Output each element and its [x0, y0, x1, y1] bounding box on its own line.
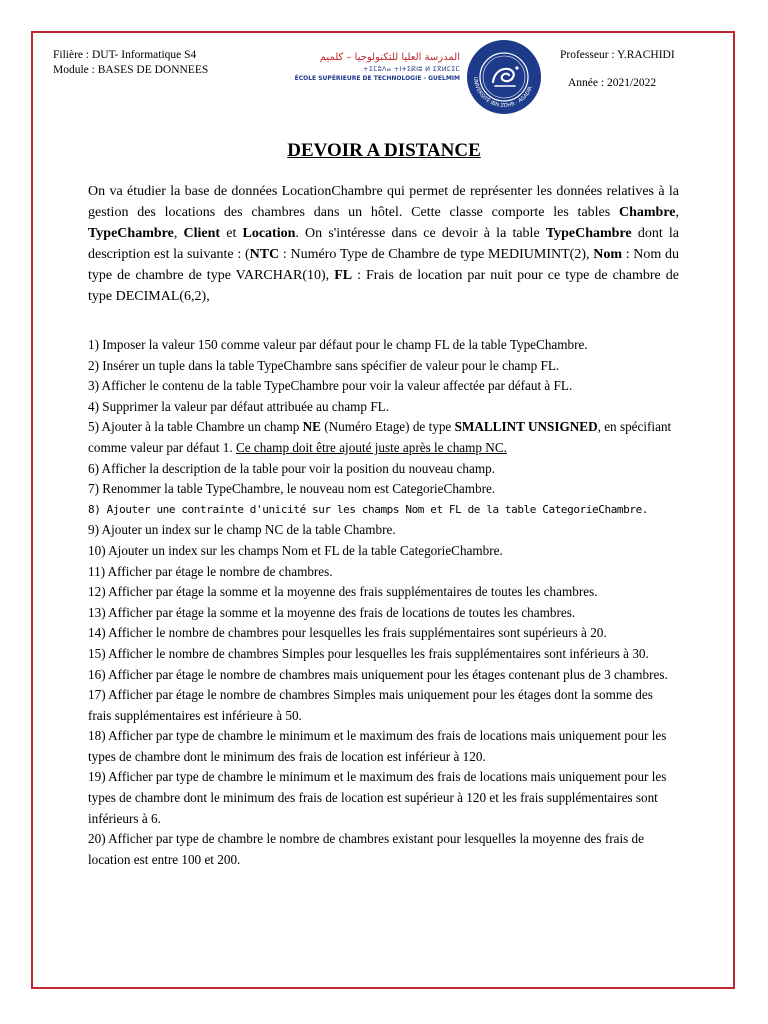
question-4: 4) Supprimer la valeur par défaut attribuée au champ FL. — [88, 398, 390, 414]
question-18: 18) Afficher par type de chambre le minimum et le maximum des frais de locations mais uniquement pour les types de chambre dont le minimum des frais de location est inférieur à 120. — [88, 728, 667, 764]
question-5-text: , en spécifiant comme valeur par défaut 1. — [88, 419, 672, 455]
professor-label: Professeur : Y.RACHIDI — [560, 49, 675, 61]
module-label: Module : BASES DE DONNEES — [53, 64, 209, 76]
seal-text: UNIVERSITÉ IBN ZOHR · AGADIR — [471, 76, 535, 110]
question-9: 9) Ajouter un index sur le champ NC de la table Chambre. — [88, 522, 396, 538]
intro-bold: Location — [242, 226, 296, 241]
logo-arabic: المدرسة العليا للتكنولوجيا – كلميم — [319, 52, 460, 63]
question-16: 16) Afficher par étage le nombre de chambres mais uniquement pour les étages contenant plus de 3 chambres. — [88, 666, 668, 682]
logo-french: ÉCOLE SUPÉRIEURE DE TECHNOLOGIE - GUELMIM — [294, 75, 460, 82]
filiere-label: Filière : DUT- Informatique S4 — [53, 49, 197, 61]
question-19: 19) Afficher par type de chambre le minimum et le maximum des frais de locations mais uniquement pour les types de chambre dont le minimum des frais de location est supérieur à 120 et les frais supplémentaires sont inférieurs à 6. — [88, 769, 667, 826]
question-8: 8) Ajouter une contrainte d'unicité sur les champs Nom et FL de la table CategorieChambre. — [88, 502, 649, 516]
question-3: 3) Afficher le contenu de la table TypeChambre pour voir la valeur affectée par défaut à FL. — [88, 378, 573, 394]
intro-text: , — [173, 226, 184, 241]
intro-text: : Numéro Type de Chambre de type MEDIUMINT(2), — [279, 247, 594, 262]
question-13: 13) Afficher par étage la somme et la moyenne des frais de locations de toutes les chambres. — [88, 604, 576, 620]
question-5-bold: SMALLINT UNSIGNED — [454, 419, 598, 435]
year-label: Année : 2021/2022 — [568, 77, 657, 89]
intro-bold: Client — [183, 226, 221, 241]
intro-text: On va étudier la base de données LocationChambre qui permet de représenter les données relatives à la gestion des locations des chambres dans un hôtel. Cette classe comporte les tables — [88, 184, 679, 220]
intro-bold: TypeChambre — [545, 226, 632, 241]
intro-text: , — [675, 205, 679, 220]
question-6: 6) Afficher la description de la table pour voir la position du nouveau champ. — [88, 460, 495, 476]
question-11: 11) Afficher par étage le nombre de chambres. — [88, 563, 333, 579]
header-right — [560, 48, 675, 91]
logo-tifinagh: +ⵉⵎⵓⴷⴰ +ⵏⵜⵉⴽⵏⵓ ⵍ ⵉⴳⵍⵎⵉⵎ — [363, 65, 460, 73]
question-20: 20) Afficher par type de chambre le nombre de chambres existant pour lesquelles la moyenne des frais de location est entre 100 et 200. — [88, 831, 644, 867]
intro-text: et — [220, 226, 243, 241]
intro-paragraph — [88, 181, 679, 307]
intro-bold: Chambre — [618, 205, 676, 220]
document-title: DEVOIR A DISTANCE — [287, 140, 481, 161]
question-5-underlined: Ce champ doit être ajouté juste après le champ NC. — [235, 439, 507, 455]
question-5-text: (Numéro Etage) de type — [320, 419, 455, 435]
intro-bold: Nom — [593, 247, 622, 262]
school-logo-text — [280, 51, 460, 84]
question-5 — [88, 417, 679, 458]
header-left — [53, 48, 208, 78]
intro-bold: TypeChambre — [88, 226, 174, 241]
question-1: 1) Imposer la valeur 150 comme valeur par défaut pour le champ FL de la table TypeChambre. — [88, 337, 588, 352]
university-seal-icon — [465, 38, 543, 116]
question-5-bold: NE — [302, 419, 321, 435]
question-12: 12) Afficher par étage la somme et la moyenne des frais supplémentaires de toutes les chambres. — [88, 584, 598, 600]
intro-bold: NTC — [249, 247, 280, 262]
intro-text: dont la description est la suivante : ( — [88, 226, 679, 262]
intro-bold: FL — [334, 268, 353, 283]
question-7: 7) Renommer la table TypeChambre, le nouveau nom est CategorieChambre. — [88, 481, 496, 497]
question-10: 10) Ajouter un index sur les champs Nom et FL de la table CategorieChambre. — [88, 542, 503, 558]
question-2: 2) Insérer un tuple dans la table TypeChambre sans spécifier de valeur pour le champ FL. — [88, 357, 560, 373]
question-5-text: 5) Ajouter à la table Chambre un champ — [88, 419, 303, 435]
intro-text: : Frais de location par nuit pour ce type de chambre de type DECIMAL(6,2), — [88, 268, 679, 304]
question-17: 17) Afficher par étage le nombre de chambres Simples mais uniquement pour les étages dont la somme des frais supplémentaires est inférieure à 50. — [88, 687, 653, 723]
intro-text: . On s'intéresse dans ce devoir à la table — [295, 226, 546, 241]
question-14: 14) Afficher le nombre de chambres pour lesquelles les frais supplémentaires sont supérieurs à 20. — [88, 625, 607, 641]
question-list — [88, 335, 679, 870]
intro-text: : Nom du type de chambre de type VARCHAR(10), — [88, 247, 680, 283]
question-15: 15) Afficher le nombre de chambres Simples pour lesquelles les frais supplémentaires sont inférieurs à 30. — [88, 645, 649, 661]
